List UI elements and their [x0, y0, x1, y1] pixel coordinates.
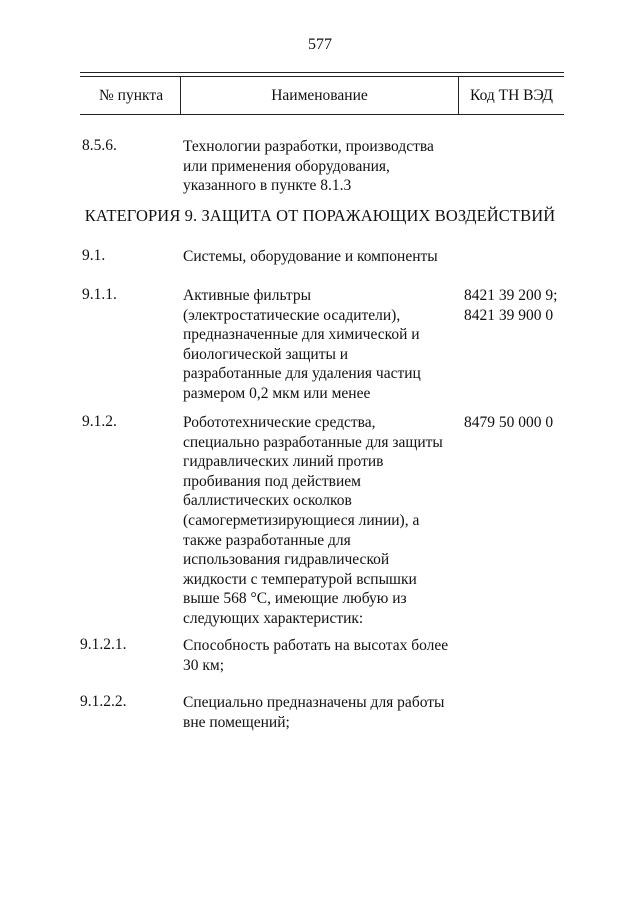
row-name-line: Способность работать на высотах более	[183, 637, 449, 654]
category-heading: КАТЕГОРИЯ 9. ЗАЩИТА ОТ ПОРАЖАЮЩИХ ВОЗДЕЙСТВИЙ	[84, 206, 556, 225]
header-top-rule	[80, 72, 564, 73]
row-code	[464, 286, 557, 325]
row-number: 9.1.1.	[82, 286, 117, 303]
row-name-line: также разработанные для	[183, 531, 351, 549]
header-top-rule-second	[80, 76, 564, 77]
row-name-line: Специально предназначены для работы	[183, 694, 445, 711]
row-name-line: разработанные для удаления частиц	[183, 365, 421, 383]
row-name-line: указанного в пункте 8.1.3	[183, 177, 352, 195]
row-name	[183, 413, 443, 629]
row-code-line: 8421 39 900 0	[464, 306, 554, 324]
row-name-line: (самогерметизирующиеся линии), а	[183, 511, 420, 529]
row-name-line: гидравлических линий против	[183, 453, 384, 471]
row-code-line: 8421 39 200 9;	[464, 287, 558, 304]
row-name	[183, 137, 434, 196]
row-name-line: Робототехнические средства,	[183, 414, 376, 431]
row-name	[183, 636, 448, 675]
row-number: 9.1.	[82, 247, 106, 264]
row-name-line: Технологии разработки, производства	[183, 138, 434, 155]
row-name-line: выше 568 °С, имеющие любую из	[183, 590, 407, 608]
row-name	[183, 247, 438, 267]
row-name-line: предназначенные для химической и	[183, 326, 420, 344]
header-col-number: № пункта	[99, 87, 164, 104]
row-name-line: (электростатические осадители),	[183, 306, 401, 324]
row-name-line: Системы, оборудование и компоненты	[183, 248, 438, 265]
row-name-line: вне помещений;	[183, 713, 290, 731]
row-name-line: размером 0,2 мкм или менее	[183, 384, 371, 402]
row-number: 9.1.2.2.	[80, 693, 127, 710]
header-col-name: Наименование	[271, 87, 368, 104]
row-name-line: или применения оборудования,	[183, 157, 390, 175]
row-name-line: баллистических осколков	[183, 492, 352, 510]
header-bottom-rule	[80, 114, 564, 115]
row-name-line: пробивания под действием	[183, 472, 361, 490]
row-number: 9.1.2.1.	[80, 636, 127, 653]
row-code	[464, 413, 553, 433]
row-name	[183, 286, 421, 404]
page-number: 577	[308, 36, 332, 53]
row-name-line: следующих характеристик:	[183, 609, 364, 627]
row-code-line: 8479 50 000 0	[464, 414, 554, 431]
row-name	[183, 693, 444, 732]
row-name-line: биологической защиты и	[183, 345, 349, 363]
row-name-line: использования гидравлической	[183, 551, 390, 569]
row-name-line: 30 км;	[183, 656, 225, 674]
row-number: 9.1.2.	[82, 413, 117, 430]
row-name-line: жидкости с температурой вспышки	[183, 570, 417, 588]
header-divider-2	[458, 76, 459, 114]
row-number: 8.5.6.	[82, 137, 117, 154]
header-col-code: Код ТН ВЭД	[470, 87, 554, 104]
row-name-line: специально разработанные для защиты	[183, 433, 443, 451]
row-name-line: Активные фильтры	[183, 287, 312, 304]
